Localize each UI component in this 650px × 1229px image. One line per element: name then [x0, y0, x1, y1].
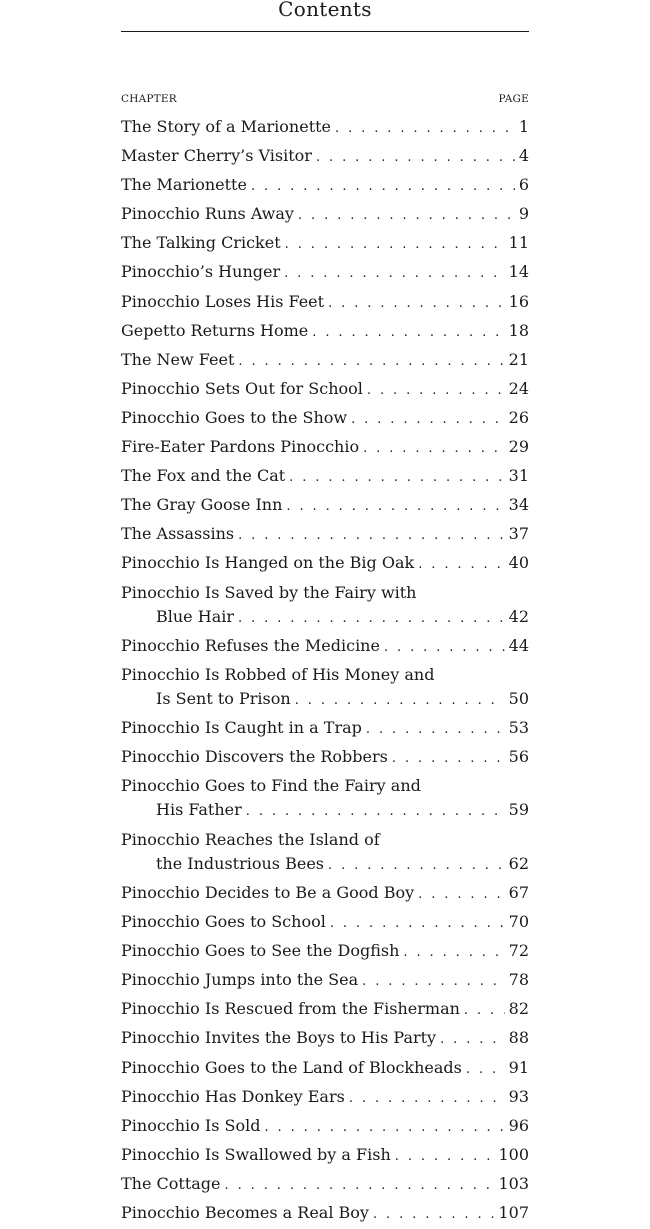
toc-entry-line — [121, 521, 529, 547]
chapter-title-continued: His Father — [156, 800, 242, 820]
toc-entry-line — [121, 550, 529, 576]
toc-entry[interactable] — [121, 633, 529, 662]
toc-entry-line — [121, 1055, 529, 1081]
chapter-title: The Story of a Marionette — [121, 117, 332, 136]
dot-leader — [285, 232, 505, 258]
toc-entry[interactable] — [121, 1084, 529, 1113]
page-number: 93 — [508, 1086, 529, 1106]
dot-leader — [367, 378, 505, 404]
toc-entry[interactable] — [121, 376, 529, 405]
page-number: 37 — [508, 524, 529, 544]
toc-entry-line — [121, 1171, 529, 1197]
page-number: 56 — [508, 747, 529, 767]
page-header: PAGE — [498, 93, 529, 105]
toc-entry-line — [121, 347, 529, 373]
dot-leader — [403, 940, 504, 966]
page-number: 21 — [508, 349, 529, 369]
toc-entry-line — [121, 114, 529, 140]
dot-leader — [418, 882, 504, 908]
toc-entry-line — [121, 880, 529, 906]
toc-entry-line — [121, 686, 529, 712]
toc-entry[interactable] — [121, 289, 529, 318]
toc-entry[interactable] — [121, 773, 529, 826]
toc-entry-line — [121, 662, 529, 686]
toc-entry[interactable] — [121, 996, 529, 1025]
toc-entry-line — [121, 1084, 529, 1110]
chapter-title: Pinocchio Goes to Find the Fairy and — [121, 776, 421, 796]
page-number: 78 — [508, 970, 529, 990]
chapter-title: The New Feet — [121, 349, 235, 369]
chapter-title: Pinocchio Decides to Be a Good Boy — [121, 882, 415, 902]
dot-leader — [335, 116, 515, 142]
toc-entry-line — [121, 201, 529, 227]
dot-leader — [366, 717, 505, 743]
toc-entry-line — [121, 1113, 529, 1139]
page-number: 40 — [508, 553, 529, 573]
chapter-title: Pinocchio Is Saved by the Fairy with — [121, 582, 417, 602]
page-number: 67 — [508, 882, 529, 902]
toc-entry-line — [121, 938, 529, 964]
toc-entry[interactable] — [121, 463, 529, 492]
dot-leader — [395, 1144, 495, 1170]
toc-entry-line — [121, 376, 529, 402]
chapter-title-continued: the Industrious Bees — [156, 853, 325, 873]
chapter-title-continued: Is Sent to Prison — [156, 688, 291, 708]
toc-entry[interactable] — [121, 1171, 529, 1200]
dot-leader — [246, 799, 505, 825]
toc-entry-line — [121, 492, 529, 518]
toc-entry[interactable] — [121, 318, 529, 347]
toc-entry-line — [121, 827, 529, 851]
chapter-title: Pinocchio Loses His Feet — [121, 291, 325, 311]
chapter-title: The Assassins — [121, 524, 235, 544]
toc-entry-line — [121, 143, 529, 169]
toc-entry[interactable] — [121, 521, 529, 550]
chapter-title: Pinocchio Refuses the Medicine — [121, 635, 380, 655]
toc-entry-line — [121, 744, 529, 770]
chapter-title: Pinocchio Is Swallowed by a Fish — [121, 1144, 391, 1164]
page-number: 88 — [508, 1028, 529, 1048]
toc-entry-line — [121, 967, 529, 993]
chapter-title: Pinocchio Is Rescued from the Fisherman — [121, 999, 460, 1019]
toc-entry-line — [121, 797, 529, 823]
chapter-title: The Talking Cricket — [121, 233, 281, 253]
dot-leader — [464, 998, 505, 1024]
page-number: 9 — [518, 204, 529, 224]
dot-leader — [312, 320, 504, 346]
dot-leader — [392, 746, 505, 772]
toc-entry[interactable] — [121, 827, 529, 880]
page-number: 44 — [508, 635, 529, 655]
page-number: 72 — [508, 941, 529, 961]
dot-leader — [251, 174, 515, 200]
page-number: 26 — [508, 407, 529, 427]
page-number: 53 — [508, 718, 529, 738]
chapter-title: The Fox and the Cat — [121, 466, 286, 486]
dot-leader — [373, 1202, 495, 1228]
page-number: 42 — [508, 606, 529, 626]
toc-entry[interactable] — [121, 580, 529, 633]
toc-entry[interactable] — [121, 143, 529, 172]
page-number: 59 — [508, 800, 529, 820]
toc-entry-line — [121, 909, 529, 935]
toc-entry-line — [121, 230, 529, 256]
dot-leader — [466, 1057, 505, 1083]
toc-entry-line — [121, 715, 529, 741]
page-number: 62 — [508, 853, 529, 873]
chapter-title: Pinocchio Goes to the Land of Blockheads — [121, 1057, 462, 1077]
dot-leader — [363, 436, 505, 462]
chapter-title: Pinocchio Goes to the Show — [121, 407, 348, 427]
chapter-title: Pinocchio Sets Out for School — [121, 378, 363, 398]
toc-entry-line — [121, 851, 529, 877]
chapter-title: Pinocchio Is Caught in a Trap — [121, 718, 362, 738]
toc-entry-line — [121, 259, 529, 285]
chapter-title: Master Cherry’s Visitor — [121, 146, 312, 166]
page-number: 100 — [498, 1144, 529, 1164]
chapter-title: Pinocchio Goes to See the Dogfish — [121, 941, 400, 961]
chapter-title: Pinocchio Runs Away — [121, 204, 294, 224]
dot-leader — [362, 969, 505, 995]
toc-list — [121, 114, 529, 1229]
toc-entry[interactable] — [121, 347, 529, 376]
toc-entry-line — [121, 580, 529, 604]
toc-entry[interactable] — [121, 492, 529, 521]
toc-entry[interactable] — [121, 405, 529, 434]
page-number: 82 — [508, 999, 529, 1019]
dot-leader — [384, 635, 505, 661]
toc-entry-line — [121, 434, 529, 460]
dot-leader — [225, 1173, 495, 1199]
page-number: 103 — [498, 1173, 529, 1193]
column-headers — [121, 93, 529, 109]
chapter-title: The Marionette — [121, 175, 247, 195]
dot-leader — [440, 1027, 505, 1053]
toc-entry[interactable] — [121, 662, 529, 715]
toc-entry-line — [121, 289, 529, 315]
dot-leader — [328, 291, 505, 317]
toc-entry[interactable] — [121, 201, 529, 230]
toc-entry-line — [121, 318, 529, 344]
chapter-title: Pinocchio Becomes a Real Boy — [121, 1203, 369, 1222]
toc-entry[interactable] — [121, 880, 529, 909]
toc-entry-line — [121, 773, 529, 797]
dot-leader — [330, 911, 505, 937]
page-number: 34 — [508, 495, 529, 515]
chapter-title: Pinocchio Is Sold — [121, 1115, 261, 1135]
toc-entry[interactable] — [121, 434, 529, 463]
toc-entry[interactable] — [121, 1200, 529, 1229]
page-number: 6 — [518, 175, 529, 195]
toc-entry-line — [121, 996, 529, 1022]
dot-leader — [351, 407, 505, 433]
toc-entry[interactable] — [121, 938, 529, 967]
toc-entry[interactable] — [121, 967, 529, 996]
page-number: 96 — [508, 1115, 529, 1135]
dot-leader — [238, 349, 504, 375]
toc-entry[interactable] — [121, 550, 529, 579]
page-number: 14 — [508, 262, 529, 282]
toc-entry[interactable] — [121, 114, 529, 143]
toc-entry[interactable] — [121, 259, 529, 288]
toc-entry[interactable] — [121, 744, 529, 773]
dot-leader — [418, 552, 504, 578]
page-title: Contents — [278, 0, 372, 21]
dot-leader — [349, 1086, 505, 1112]
toc-entry-line — [121, 405, 529, 431]
toc-entry[interactable] — [121, 715, 529, 744]
page-number: 50 — [508, 688, 529, 708]
chapter-title: Pinocchio Jumps into the Sea — [121, 970, 359, 990]
toc-entry-line — [121, 1200, 529, 1226]
dot-leader — [286, 494, 504, 520]
chapter-title: Pinocchio Goes to School — [121, 912, 326, 932]
chapter-title: Pinocchio’s Hunger — [121, 262, 281, 282]
page-number: 31 — [508, 466, 529, 486]
page-number: 1 — [518, 117, 529, 136]
toc-entry[interactable] — [121, 1142, 529, 1171]
chapter-title: The Gray Goose Inn — [121, 495, 283, 515]
chapter-title: Fire-Eater Pardons Pinocchio — [121, 437, 360, 457]
toc-entry[interactable] — [121, 1055, 529, 1084]
chapter-title: Pinocchio Discovers the Robbers — [121, 747, 388, 767]
page-number: 24 — [508, 378, 529, 398]
toc-entry-line — [121, 172, 529, 198]
dot-leader — [264, 1115, 504, 1141]
toc-entry[interactable] — [121, 172, 529, 201]
toc-entry-line — [121, 1142, 529, 1168]
page-number: 29 — [508, 437, 529, 457]
chapter-title: The Cottage — [121, 1173, 221, 1193]
dot-leader — [289, 465, 504, 491]
page-number: 107 — [498, 1203, 529, 1222]
toc-entry-line — [121, 463, 529, 489]
chapter-title: Gepetto Returns Home — [121, 320, 309, 340]
chapter-title: Pinocchio Is Hanged on the Big Oak — [121, 553, 415, 573]
page-number: 70 — [508, 912, 529, 932]
dot-leader — [295, 688, 505, 714]
chapter-title: Pinocchio Invites the Boys to His Party — [121, 1028, 437, 1048]
toc-entry[interactable] — [121, 230, 529, 259]
toc-entry-line — [121, 633, 529, 659]
dot-leader — [284, 261, 505, 287]
chapter-title-continued: Blue Hair — [156, 606, 234, 626]
page-number: 91 — [508, 1057, 529, 1077]
chapter-title: Pinocchio Reaches the Island of — [121, 829, 380, 849]
page-number: 11 — [508, 233, 529, 253]
dot-leader — [238, 523, 505, 549]
toc-entry-line — [121, 604, 529, 630]
chapter-title: Pinocchio Has Donkey Ears — [121, 1086, 345, 1106]
toc-entry[interactable] — [121, 1113, 529, 1142]
chapter-header: CHAPTER — [121, 93, 177, 105]
page-number: 18 — [508, 320, 529, 340]
chapter-title: Pinocchio Is Robbed of His Money and — [121, 664, 435, 684]
dot-leader — [328, 853, 505, 879]
dot-leader — [238, 606, 505, 632]
dot-leader — [316, 145, 515, 171]
page-number: 4 — [518, 146, 529, 166]
toc-entry-line — [121, 1025, 529, 1051]
toc-entry[interactable] — [121, 909, 529, 938]
toc-entry[interactable] — [121, 1025, 529, 1054]
page-number: 16 — [508, 291, 529, 311]
title-rule — [121, 31, 529, 32]
dot-leader — [298, 203, 515, 229]
